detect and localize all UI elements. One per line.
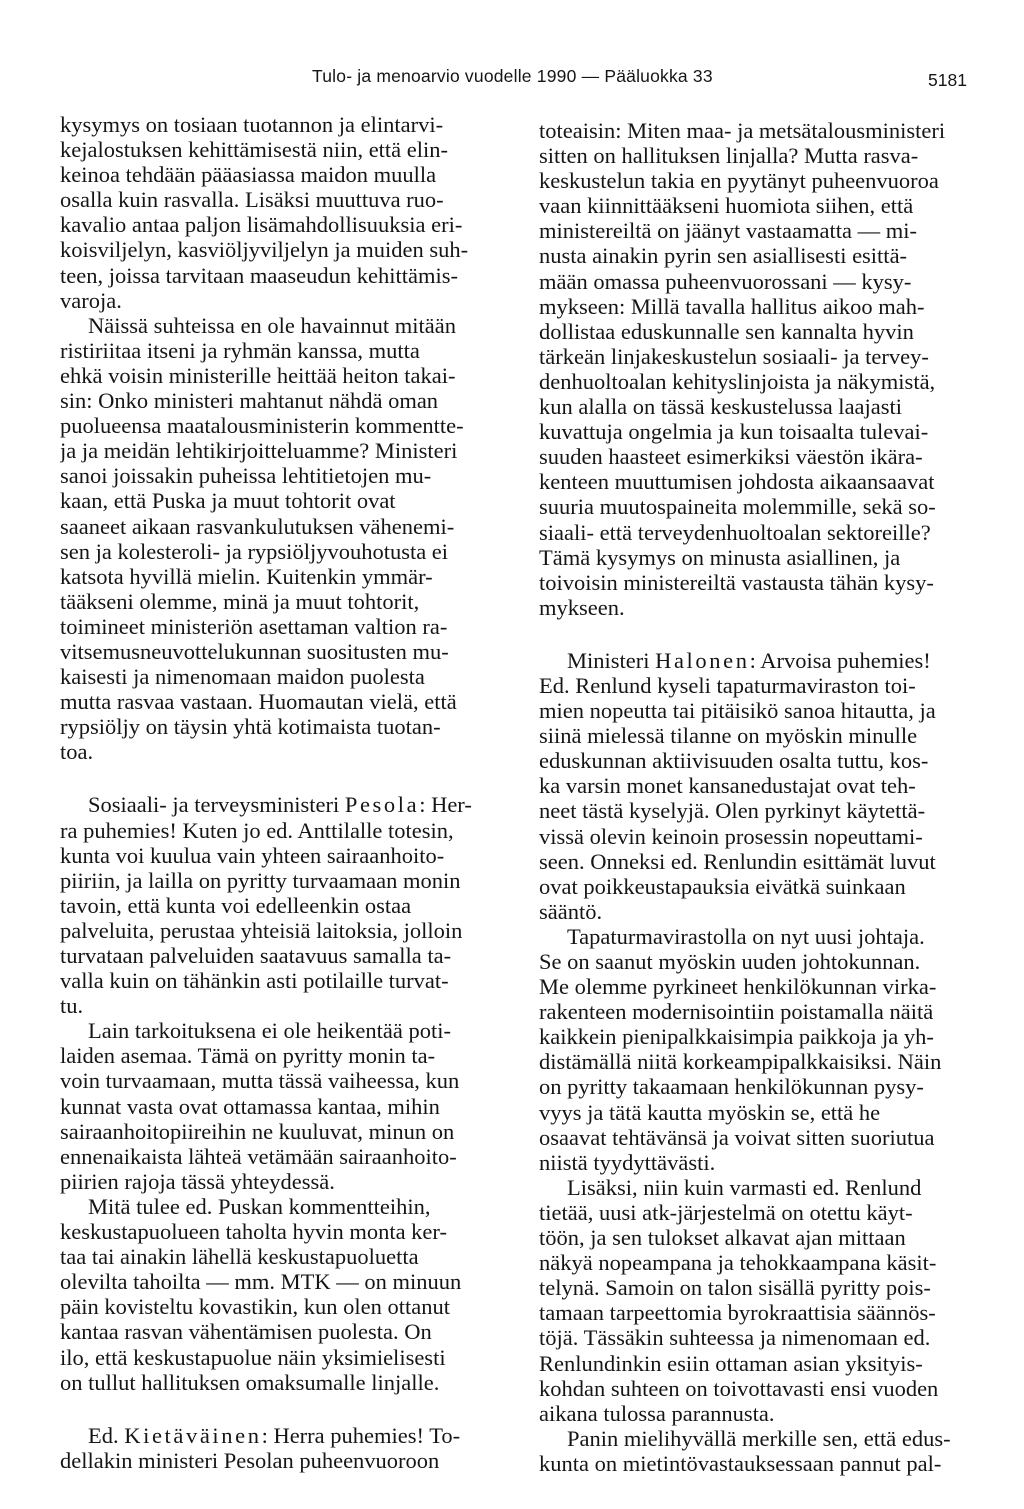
- text-line: vitsemusneuvottelukunnan suositusten mu-: [60, 638, 449, 664]
- text-line: on pyritty takaamaan henkilökunnan pysy-: [539, 1074, 924, 1100]
- text-line: mutta rasvaa vastaan. Huomautan vielä, että: [60, 689, 457, 715]
- paragraph: [60, 112, 522, 313]
- text-line: päin kovisteltu kovastikin, kun olen ottanut: [60, 1294, 450, 1320]
- text-line: keinoa tehdään pääasiassa maidon muulla: [60, 162, 437, 188]
- text-line: Me olemme pyrkineet henkilökunnan virka-: [539, 974, 937, 1000]
- text-line: dellakin ministeri Pesolan puheenvuoroon: [60, 1447, 440, 1473]
- running-header: Tulo- ja menoarvio vuodelle 1990 — Pääluokka 33: [312, 66, 713, 86]
- text-line: kantaa rasvan vähentämisen puolesta. On: [60, 1319, 432, 1345]
- paragraph: [60, 1194, 522, 1395]
- text-line: Se on saanut myöskin uuden johtokunnan.: [539, 949, 921, 974]
- page-number: 5181: [928, 70, 967, 90]
- text-line: Renlundinkin esiin ottaman asian yksityis-: [539, 1350, 923, 1376]
- text-line: nusta ainakin pyrin sen asiallisesti esittä-: [539, 243, 908, 269]
- text-line: kohdan suhteen on toivottavasti ensi vuoden: [539, 1375, 939, 1401]
- text-line: rypsiöljy on täysin yhtä kotimaista tuotan-: [60, 714, 441, 740]
- text-line: keskustelun takia en pyytänyt puheenvuoroa: [539, 168, 939, 194]
- text-line: tääkseni olemme, minä ja muut tohtorit,: [60, 588, 420, 614]
- text-line: toa.: [60, 739, 94, 765]
- text-line: laiden asemaa. Tämä on pyritty monin ta-: [60, 1043, 436, 1069]
- text-line: Lisäksi, niin kuin varmasti ed. Renlund: [567, 1174, 922, 1200]
- text-line: distämällä niitä korkeampipalkkaisiksi. Näin: [539, 1049, 942, 1075]
- text-line: toivoisin ministereiltä vastausta tähän kysy-: [539, 569, 934, 595]
- text-line: sitten on hallituksen linjalla? Mutta rasva-: [539, 143, 919, 169]
- text-line: telynä. Samoin on talon sisällä pyritty pois-: [539, 1275, 931, 1301]
- text-line: vyys ja tätä kautta myöskin se, että he: [539, 1099, 881, 1125]
- text-line: kunnat vasta ovat ottamassa kantaa, mihin: [60, 1093, 440, 1119]
- text-line: vissä olevin keinoin prosessin nopeuttami-: [539, 823, 923, 849]
- text-line: kejalostuksen kehittämisestä niin, että elin-: [60, 137, 449, 163]
- text-line: taa tai ainakin lähellä keskustapuoluetta: [60, 1244, 419, 1270]
- text-line: ka varsin monet kansanedustajat ovat teh-: [539, 773, 916, 799]
- text-line: Ed. Renlund kyseli tapaturmaviraston toi-: [539, 672, 916, 698]
- text-line: ilo, että keskustapuolue näin yksimielisesti: [60, 1344, 446, 1370]
- text-line: siaali- että terveydenhuoltoalan sektoreille?: [539, 519, 931, 545]
- text-line: turvataan palveluiden saatavuus samalla ta-: [60, 943, 452, 968]
- text-line: kysymys on tosiaan tuotannon ja elintarvi-: [60, 112, 444, 137]
- text-line: niistä tyydyttävästi.: [539, 1149, 716, 1175]
- text-line: kaisesti ja nimenomaan maidon puolesta: [60, 664, 425, 690]
- paragraph: [60, 1018, 522, 1194]
- text-line: tavoin, että kunta voi edelleenkin ostaa: [60, 892, 412, 918]
- text-line: osalla kuin rasvalla. Lisäksi muuttuva ruo-: [60, 187, 444, 213]
- text-line: olevilta tahoilta — mm. MTK — on minuun: [60, 1269, 462, 1295]
- text-line: tamaan tarpeettomia byrokraattisia säännös-: [539, 1300, 936, 1326]
- text-line: kenteen muuttumisen johdosta aikaansaavat: [539, 469, 935, 495]
- text-line: rakenteen modernisointiin poistamalla näitä: [539, 999, 934, 1025]
- paragraph: [60, 313, 522, 765]
- paragraph: [539, 1426, 994, 1476]
- text-line: näkyä nopeampana ja tehokkaampana käsit-: [539, 1250, 937, 1276]
- text-line: kaan, että Puska ja muut tohtorit ovat: [60, 488, 396, 514]
- text-line: puolueensa maatalousministerin kommentte-: [60, 413, 464, 439]
- text-line: osaavat tehtävänsä ja voivat sitten suoriutua: [539, 1124, 935, 1150]
- text-line: Mitä tulee ed. Puskan kommentteihin,: [88, 1193, 431, 1219]
- text-line: ministereiltä on jäänyt vastaamatta — mi-: [539, 218, 918, 244]
- text-line: koisviljelyn, kasviöljyviljelyn ja muiden suh-: [60, 237, 469, 263]
- paragraph: [539, 1175, 994, 1426]
- text-line: tu.: [60, 993, 84, 1019]
- text-line: denhuoltoalan kehityslinjoista ja näkymistä,: [539, 368, 936, 394]
- right-column: [539, 118, 994, 1476]
- text-line: töjä. Tässäkin suhteessa ja nimenomaan ed.: [539, 1325, 931, 1351]
- text-line: dollistaa eduskunnalle sen kannalta hyvin: [539, 318, 914, 344]
- speaker-line: [539, 648, 994, 673]
- text-line: aikana tulossa parannusta.: [539, 1400, 775, 1426]
- text-line: Tämä kysymys on minusta asiallinen, ja: [539, 544, 901, 570]
- text-line: vaan kiinnittääkseni huomiota siihen, että: [539, 193, 914, 219]
- paragraph: [60, 818, 522, 1019]
- speaker-title: Ministeri: [567, 647, 650, 673]
- text-line: suuden haasteet esimerkiksi väestön ikära-: [539, 444, 923, 470]
- left-column: [60, 112, 522, 1473]
- text-line: toteaisin: Miten maa- ja metsätalousministeri: [539, 118, 946, 143]
- text-line: mään omassa puheenvuorossani — kysy-: [539, 268, 912, 294]
- text-line: mykseen: Millä tavalla hallitus aikoo mah-: [539, 293, 925, 319]
- text-line: on tullut hallituksen omaksumalle linjalle.: [60, 1369, 440, 1395]
- text-line: kuvattuja ongelmia ja kun toisaalta tulevai-: [539, 419, 929, 445]
- paragraph: [539, 924, 994, 1175]
- speaker-line-rest: : Her-: [419, 792, 472, 818]
- speaker-name: Kietäväinen: [124, 1422, 262, 1448]
- text-line: sairaanhoitopiireihin ne kuuluvat, minun on: [60, 1118, 455, 1144]
- text-line: tietää, uusi atk-järjestelmä on otettu käyt-: [539, 1199, 913, 1225]
- text-line: sääntö.: [539, 898, 603, 924]
- text-line: ehkä voisin ministerille heittää heiton takai-: [60, 362, 456, 388]
- text-line: suuria muutospaineita molemmille, sekä so-: [539, 494, 936, 520]
- text-line: Lain tarkoituksena ei ole heikentää poti-: [88, 1018, 451, 1044]
- text-line: piiriin, ja lailla on pyritty turvaamaan monin: [60, 867, 461, 893]
- text-line: kunta voi kuulua vain yhteen sairaanhoito-: [60, 842, 445, 868]
- speaker-line-rest: : Arvoisa puhemies!: [749, 647, 931, 673]
- speaker-title: Sosiaali- ja terveysministeri: [88, 792, 340, 818]
- paragraph-gap: [539, 620, 994, 648]
- text-line: voin turvaamaan, mutta tässä vaiheessa, kun: [60, 1068, 460, 1094]
- text-line: siinä mielessä tilanne on myöskin minulle: [539, 723, 918, 749]
- text-line: kunta on mietintövastauksessaan pannut pal-: [539, 1450, 942, 1476]
- text-line: seen. Onneksi ed. Renlundin esittämät luvut: [539, 848, 936, 874]
- text-line: mykseen.: [539, 594, 625, 620]
- text-line: Panin mielihyvällä merkille sen, että edus-: [567, 1425, 951, 1451]
- paragraph: [539, 673, 994, 924]
- text-line: ennenaikaista lähteä vetämään sairaanhoito-: [60, 1143, 457, 1169]
- text-line: tärkeän linjakeskustelun sosiaali- ja tervey-: [539, 343, 929, 369]
- speaker-name: Halonen: [655, 647, 750, 673]
- text-line: sen ja kolesteroli- ja rypsiöljyvouhotusta ei: [60, 538, 449, 564]
- paragraph: [539, 118, 994, 620]
- text-line: keskustapuolueen taholta hyvin monta ker-: [60, 1219, 447, 1245]
- text-line: kavalio antaa paljon lisämahdollisuuksia eri-: [60, 212, 463, 238]
- speaker-title: Ed.: [88, 1422, 119, 1448]
- text-line: kun alalla on tässä keskustelussa laajasti: [539, 394, 903, 420]
- text-line: kaikkein pienipalkkaisimpia paikkoja ja yh-: [539, 1024, 934, 1050]
- speaker-name: Pesola: [344, 792, 420, 818]
- paragraph: [60, 1448, 522, 1473]
- text-line: Näissä suhteissa en ole havainnut mitään: [88, 312, 457, 338]
- speaker-line: [60, 1423, 522, 1448]
- text-line: piirien rajoja tässä yhteydessä.: [60, 1168, 335, 1194]
- text-line: katsota hyvillä mielin. Kuitenkin ymmär-: [60, 563, 433, 589]
- text-line: toimineet ministeriön asettaman valtion ra-: [60, 613, 448, 639]
- text-line: ovat poikkeustapauksia eivätkä suinkaan: [539, 873, 906, 899]
- text-line: valla kuin on tähänkin asti potilaille turvat-: [60, 968, 449, 994]
- paragraph-gap: [60, 764, 522, 792]
- text-line: saaneet aikaan rasvankulutuksen vähenemi-: [60, 513, 455, 539]
- text-line: sin: Onko ministeri mahtanut nähdä oman: [60, 388, 439, 414]
- text-line: palveluita, perustaa yhteisiä laitoksia, jolloin: [60, 917, 463, 943]
- text-line: varoja.: [60, 287, 122, 313]
- speaker-line-rest: : Herra puhemies! To-: [261, 1422, 461, 1448]
- text-line: sanoi joissakin puheissa lehtitietojen mu-: [60, 463, 432, 489]
- text-line: teen, joissa tarvitaan maaseudun kehittämis-: [60, 262, 459, 288]
- text-line: Tapaturmavirastolla on nyt uusi johtaja.: [567, 923, 925, 949]
- speaker-line: [60, 792, 522, 817]
- text-line: ja ja meidän lehtikirjoitteluamme? Ministeri: [60, 438, 458, 464]
- text-line: ristiriitaa itseni ja ryhmän kanssa, mutta: [60, 337, 420, 363]
- text-line: ra puhemies! Kuten jo ed. Anttilalle totesin,: [60, 817, 454, 843]
- paragraph-gap: [60, 1395, 522, 1423]
- text-line: töön, ja sen tulokset alkavat ajan mittaan: [539, 1225, 906, 1251]
- text-line: mien nopeutta tai pitäisikö sanoa hitautta, ja: [539, 698, 936, 724]
- text-line: eduskunnan aktiivisuuden osalta tuttu, kos-: [539, 748, 929, 774]
- text-line: neet tästä kyselyjä. Olen pyrkinyt käytettä-: [539, 798, 926, 824]
